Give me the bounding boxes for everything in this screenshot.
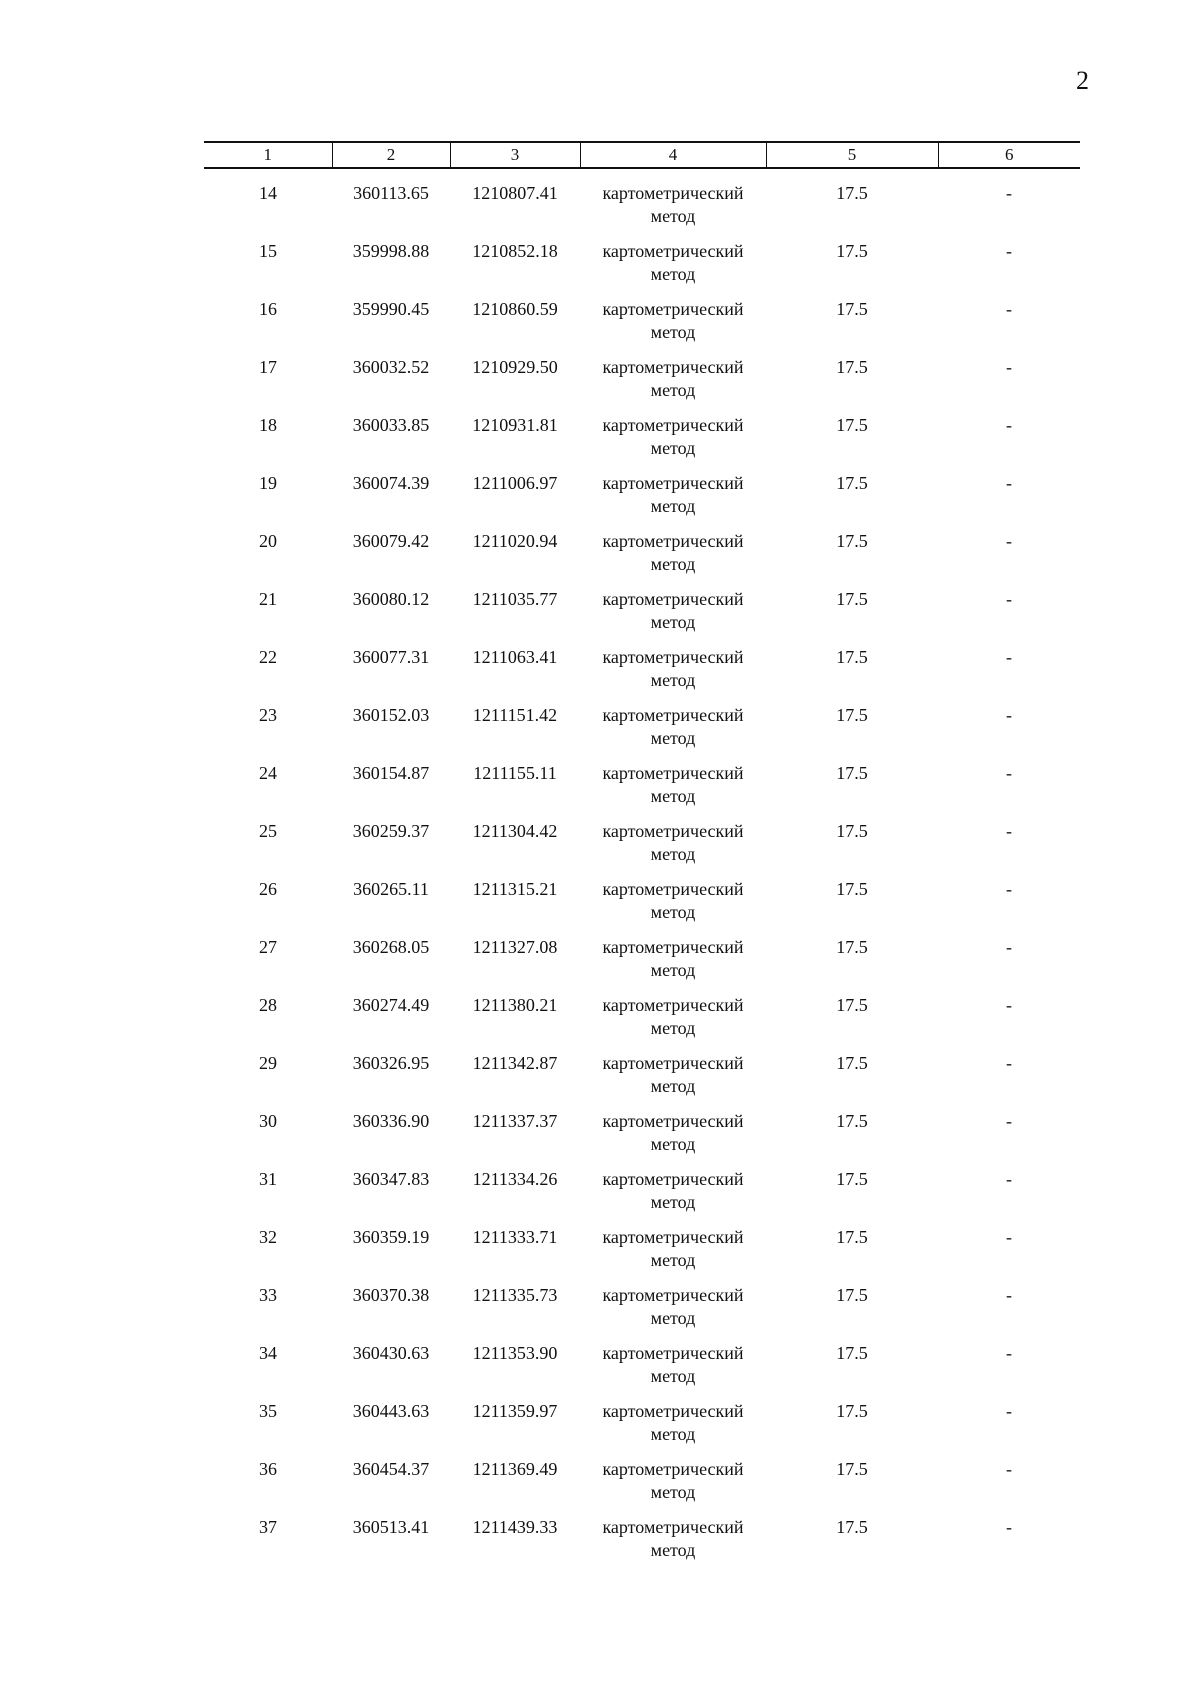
note-cell: - — [1006, 473, 1012, 493]
column-header: 4 — [580, 142, 766, 168]
y-coordinate-cell: 1211155.11 — [473, 763, 557, 783]
x-coordinate-cell: 360113.65 — [353, 183, 429, 203]
note-cell: - — [1006, 705, 1012, 725]
method-cell: картометрический метод — [602, 415, 744, 458]
point-number-cell: 24 — [259, 763, 277, 783]
method-cell: картометрический метод — [602, 589, 744, 632]
table-row — [204, 878, 1080, 936]
table-row — [204, 1110, 1080, 1168]
method-cell: картометрический метод — [602, 1111, 744, 1154]
y-coordinate-cell: 1211304.42 — [472, 821, 558, 841]
x-coordinate-cell: 360265.11 — [353, 879, 429, 899]
point-number-cell: 15 — [259, 241, 277, 261]
y-coordinate-cell: 1211353.90 — [472, 1343, 558, 1363]
table-row — [204, 646, 1080, 704]
note-cell: - — [1006, 1517, 1012, 1537]
method-cell: картометрический метод — [602, 241, 744, 284]
table-row — [204, 704, 1080, 762]
method-cell: картометрический метод — [602, 763, 744, 806]
accuracy-cell: 17.5 — [836, 937, 868, 957]
note-cell: - — [1006, 589, 1012, 609]
x-coordinate-cell: 360274.49 — [352, 995, 430, 1015]
accuracy-cell: 17.5 — [836, 763, 868, 783]
method-cell: картометрический метод — [602, 937, 744, 980]
x-coordinate-cell: 360513.41 — [352, 1517, 430, 1537]
note-cell: - — [1006, 1227, 1012, 1247]
method-cell: картометрический метод — [602, 299, 744, 342]
note-cell: - — [1006, 1285, 1012, 1305]
point-number-cell: 29 — [259, 1053, 277, 1073]
y-coordinate-cell: 1211006.97 — [472, 473, 558, 493]
note-cell: - — [1006, 937, 1012, 957]
table-row — [204, 1458, 1080, 1516]
point-number-cell: 32 — [259, 1227, 277, 1247]
x-coordinate-cell: 360079.42 — [352, 531, 430, 551]
y-coordinate-cell: 1211337.37 — [472, 1111, 558, 1131]
table-row — [204, 1516, 1080, 1574]
x-coordinate-cell: 359990.45 — [352, 299, 430, 319]
table-row — [204, 588, 1080, 646]
table-row — [204, 994, 1080, 1052]
table-row — [204, 356, 1080, 414]
accuracy-cell: 17.5 — [836, 589, 868, 609]
note-cell: - — [1006, 821, 1012, 841]
point-number-cell: 26 — [259, 879, 277, 899]
y-coordinate-cell: 1211315.21 — [472, 879, 558, 899]
table-row — [204, 1400, 1080, 1458]
method-cell: картометрический метод — [602, 1285, 744, 1328]
y-coordinate-cell: 1211380.21 — [472, 995, 558, 1015]
accuracy-cell: 17.5 — [836, 299, 868, 319]
method-cell: картометрический метод — [602, 1227, 744, 1270]
method-cell: картометрический метод — [602, 647, 744, 690]
point-number-cell: 28 — [259, 995, 277, 1015]
column-header: 2 — [332, 142, 450, 168]
x-coordinate-cell: 360154.87 — [352, 763, 430, 783]
note-cell: - — [1006, 879, 1012, 899]
x-coordinate-cell: 360454.37 — [352, 1459, 430, 1479]
y-coordinate-cell: 1211151.42 — [472, 705, 558, 725]
point-number-cell: 18 — [259, 415, 277, 435]
table-row — [204, 1168, 1080, 1226]
note-cell: - — [1006, 647, 1012, 667]
header-spacer — [204, 168, 1080, 182]
table-row — [204, 1284, 1080, 1342]
x-coordinate-cell: 360077.31 — [352, 647, 430, 667]
coordinates-table — [204, 141, 1080, 1574]
x-coordinate-cell: 360430.63 — [352, 1343, 430, 1363]
note-cell: - — [1006, 357, 1012, 377]
x-coordinate-cell: 360152.03 — [352, 705, 430, 725]
note-cell: - — [1006, 1169, 1012, 1189]
y-coordinate-cell: 1211335.73 — [472, 1285, 558, 1305]
accuracy-cell: 17.5 — [836, 241, 868, 261]
accuracy-cell: 17.5 — [836, 647, 868, 667]
note-cell: - — [1006, 241, 1012, 261]
method-cell: картометрический метод — [602, 995, 744, 1038]
accuracy-cell: 17.5 — [836, 1285, 868, 1305]
table-body — [204, 168, 1080, 1574]
method-cell: картометрический метод — [602, 473, 744, 516]
note-cell: - — [1006, 415, 1012, 435]
method-cell: картометрический метод — [602, 1053, 744, 1096]
y-coordinate-cell: 1211359.97 — [472, 1401, 558, 1421]
y-coordinate-cell: 1211063.41 — [472, 647, 558, 667]
point-number-cell: 25 — [259, 821, 277, 841]
y-coordinate-cell: 1210860.59 — [472, 299, 558, 319]
table-row — [204, 298, 1080, 356]
table-row — [204, 1342, 1080, 1400]
point-number-cell: 35 — [259, 1401, 277, 1421]
method-cell: картометрический метод — [602, 1401, 744, 1444]
note-cell: - — [1006, 1111, 1012, 1131]
y-coordinate-cell: 1211035.77 — [472, 589, 558, 609]
x-coordinate-cell: 360268.05 — [352, 937, 430, 957]
table-row — [204, 414, 1080, 472]
note-cell: - — [1006, 763, 1012, 783]
y-coordinate-cell: 1210929.50 — [472, 357, 558, 377]
point-number-cell: 19 — [259, 473, 277, 493]
point-number-cell: 36 — [259, 1459, 277, 1479]
note-cell: - — [1006, 995, 1012, 1015]
point-number-cell: 30 — [259, 1111, 277, 1131]
point-number-cell: 31 — [259, 1169, 277, 1189]
point-number-cell: 14 — [259, 183, 277, 203]
x-coordinate-cell: 360370.38 — [352, 1285, 430, 1305]
y-coordinate-cell: 1211327.08 — [472, 937, 558, 957]
y-coordinate-cell: 1211369.49 — [472, 1459, 558, 1479]
note-cell: - — [1006, 1459, 1012, 1479]
y-coordinate-cell: 1210852.18 — [472, 241, 558, 261]
accuracy-cell: 17.5 — [836, 1053, 868, 1073]
page-number: 2 — [1076, 66, 1089, 95]
accuracy-cell: 17.5 — [836, 1343, 868, 1363]
note-cell: - — [1006, 1053, 1012, 1073]
method-cell: картометрический метод — [602, 705, 744, 748]
coordinates-table-container — [204, 141, 1080, 1574]
table-row — [204, 530, 1080, 588]
x-coordinate-cell: 360443.63 — [352, 1401, 430, 1421]
table-row — [204, 472, 1080, 530]
accuracy-cell: 17.5 — [836, 357, 868, 377]
accuracy-cell: 17.5 — [836, 1401, 868, 1421]
accuracy-cell: 17.5 — [836, 1517, 868, 1537]
column-header: 1 — [204, 142, 332, 168]
method-cell: картометрический метод — [602, 531, 744, 574]
method-cell: картометрический метод — [602, 1459, 744, 1502]
x-coordinate-cell: 360259.37 — [352, 821, 430, 841]
accuracy-cell: 17.5 — [836, 183, 868, 203]
point-number-cell: 23 — [259, 705, 277, 725]
table-row — [204, 820, 1080, 878]
accuracy-cell: 17.5 — [836, 415, 868, 435]
accuracy-cell: 17.5 — [836, 1169, 868, 1189]
point-number-cell: 16 — [259, 299, 277, 319]
method-cell: картометрический метод — [602, 879, 744, 922]
column-header: 5 — [766, 142, 938, 168]
accuracy-cell: 17.5 — [836, 1227, 868, 1247]
point-number-cell: 17 — [259, 357, 277, 377]
x-coordinate-cell: 360074.39 — [352, 473, 430, 493]
column-header: 6 — [938, 142, 1080, 168]
y-coordinate-cell: 1211439.33 — [472, 1517, 558, 1537]
table-row — [204, 936, 1080, 994]
method-cell: картометрический метод — [602, 821, 744, 864]
accuracy-cell: 17.5 — [836, 879, 868, 899]
table-row — [204, 1052, 1080, 1110]
accuracy-cell: 17.5 — [836, 473, 868, 493]
note-cell: - — [1006, 183, 1012, 203]
note-cell: - — [1006, 299, 1012, 319]
x-coordinate-cell: 360326.95 — [352, 1053, 430, 1073]
point-number-cell: 33 — [259, 1285, 277, 1305]
point-number-cell: 37 — [259, 1517, 277, 1537]
method-cell: картометрический метод — [602, 183, 744, 226]
x-coordinate-cell: 360347.83 — [352, 1169, 430, 1189]
note-cell: - — [1006, 531, 1012, 551]
point-number-cell: 27 — [259, 937, 277, 957]
accuracy-cell: 17.5 — [836, 531, 868, 551]
table-row — [204, 762, 1080, 820]
point-number-cell: 20 — [259, 531, 277, 551]
method-cell: картометрический метод — [602, 1343, 744, 1386]
y-coordinate-cell: 1211334.26 — [472, 1169, 558, 1189]
column-header: 3 — [450, 142, 580, 168]
y-coordinate-cell: 1211333.71 — [472, 1227, 558, 1247]
point-number-cell: 34 — [259, 1343, 277, 1363]
method-cell: картометрический метод — [602, 1169, 744, 1212]
x-coordinate-cell: 360033.85 — [352, 415, 430, 435]
y-coordinate-cell: 1210807.41 — [472, 183, 558, 203]
table-row — [204, 240, 1080, 298]
accuracy-cell: 17.5 — [836, 821, 868, 841]
x-coordinate-cell: 360080.12 — [352, 589, 430, 609]
method-cell: картометрический метод — [602, 1517, 744, 1560]
x-coordinate-cell: 359998.88 — [352, 241, 430, 261]
x-coordinate-cell: 360336.90 — [352, 1111, 430, 1131]
table-header-row — [204, 142, 1080, 168]
accuracy-cell: 17.5 — [836, 995, 868, 1015]
accuracy-cell: 17.5 — [836, 705, 868, 725]
method-cell: картометрический метод — [602, 357, 744, 400]
y-coordinate-cell: 1211342.87 — [472, 1053, 558, 1073]
x-coordinate-cell: 360359.19 — [352, 1227, 430, 1247]
note-cell: - — [1006, 1401, 1012, 1421]
accuracy-cell: 17.5 — [836, 1111, 868, 1131]
point-number-cell: 21 — [259, 589, 277, 609]
y-coordinate-cell: 1211020.94 — [472, 531, 558, 551]
y-coordinate-cell: 1210931.81 — [472, 415, 558, 435]
table-row — [204, 182, 1080, 240]
accuracy-cell: 17.5 — [836, 1459, 868, 1479]
note-cell: - — [1006, 1343, 1012, 1363]
table-row — [204, 1226, 1080, 1284]
x-coordinate-cell: 360032.52 — [352, 357, 430, 377]
point-number-cell: 22 — [259, 647, 277, 667]
